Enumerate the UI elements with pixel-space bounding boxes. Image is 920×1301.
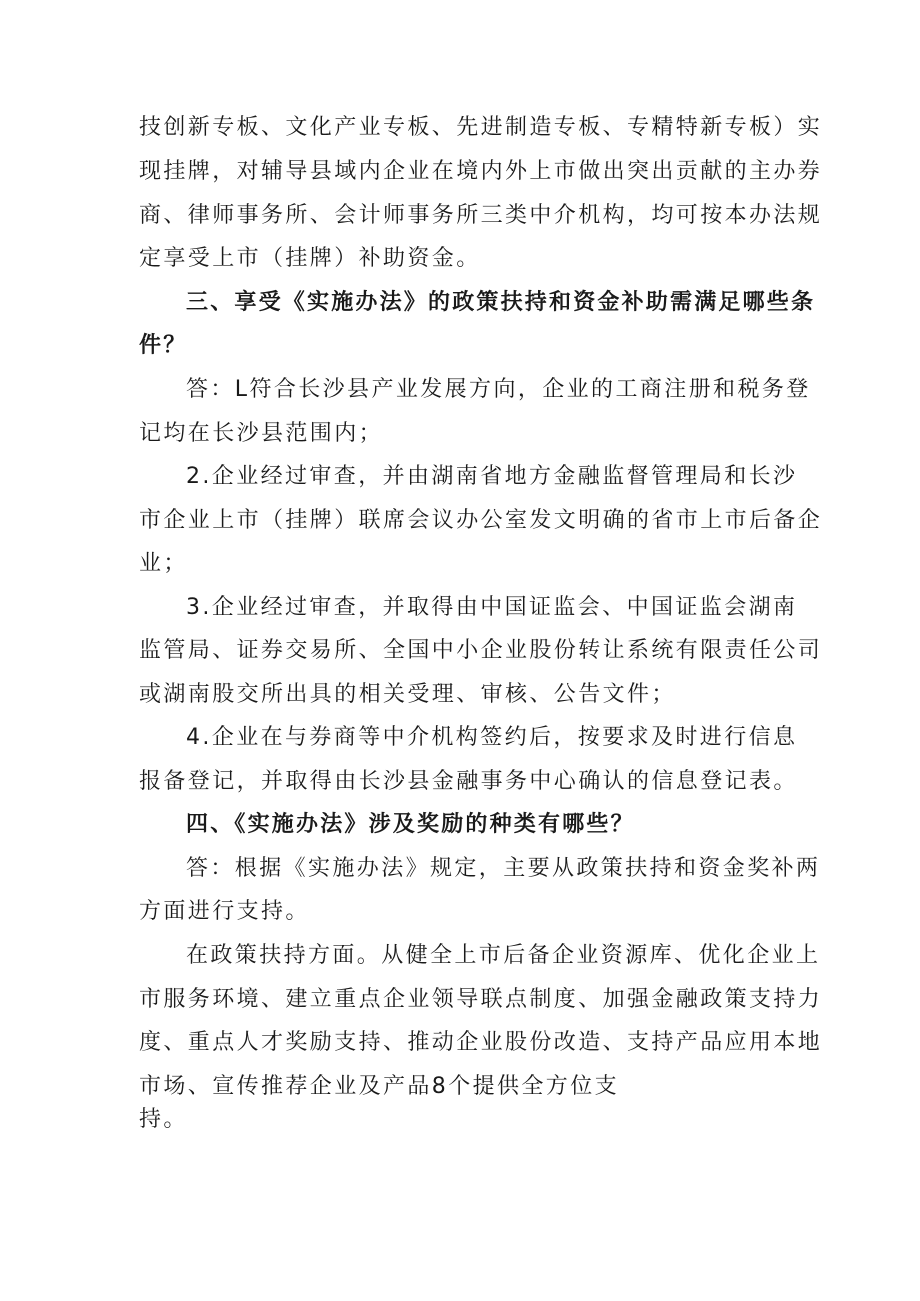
paragraph-line: 业； [139, 551, 188, 576]
answer-item-3: 3.企业经过审查，并取得由中国证监会、中国证监会湖南 [186, 595, 798, 620]
paragraph-line: 或湖南股交所出具的相关受理、审核、公告文件； [139, 682, 676, 707]
answer-item-1: 答：L符合长沙县产业发展方向，企业的工商注册和税务登 [186, 377, 811, 402]
paragraph-line: 持。 [139, 1107, 188, 1132]
section-heading-three: 三、享受《实施办法》的政策扶持和资金补助需满足哪些条 [186, 290, 816, 315]
paragraph-line: 技创新专板、文化产业专板、先进制造专板、专精特新专板）实 [139, 115, 823, 140]
paragraph-line: 定享受上市（挂牌）补助资金。 [139, 246, 481, 271]
paragraph-line: 方面进行支持。 [139, 899, 310, 924]
section-heading-three-continued: 件？ [139, 333, 188, 358]
answer-paragraph: 答：根据《实施办法》规定，主要从政策扶持和资金奖补两 [186, 856, 821, 881]
paragraph-line: 监管局、证券交易所、全国中小企业股份转让系统有限责任公司 [139, 638, 823, 663]
paragraph-line: 商、律师事务所、会计师事务所三类中介机构，均可按本办法规 [139, 203, 823, 228]
answer-item-2: 2.企业经过审查，并由湖南省地方金融监督管理局和长沙 [186, 464, 798, 489]
paragraph-line: 报备登记，并取得由长沙县金融事务中心确认的信息登记表。 [139, 769, 798, 794]
paragraph-line: 市场、宣传推荐企业及产品8个提供全方位支 [139, 1074, 619, 1099]
paragraph-line: 记均在长沙县范围内； [139, 421, 384, 446]
answer-item-4: 4.企业在与券商等中介机构签约后，按要求及时进行信息 [186, 725, 798, 750]
paragraph-line: 度、重点人才奖励支持、推动企业股份改造、支持产品应用本地 [139, 1030, 823, 1055]
policy-support-paragraph: 在政策扶持方面。从健全上市后备企业资源库、优化企业上 [186, 943, 821, 968]
section-heading-four: 四、《实施办法》涉及奖励的种类有哪些？ [186, 812, 635, 837]
paragraph-line: 现挂牌，对辅导县域内企业在境内外上市做出突出贡献的主办券 [139, 159, 823, 184]
paragraph-line: 市服务环境、建立重点企业领导联点制度、加强金融政策支持力 [139, 987, 823, 1012]
paragraph-line: 市企业上市（挂牌）联席会议办公室发文明确的省市上市后备企 [139, 508, 823, 533]
